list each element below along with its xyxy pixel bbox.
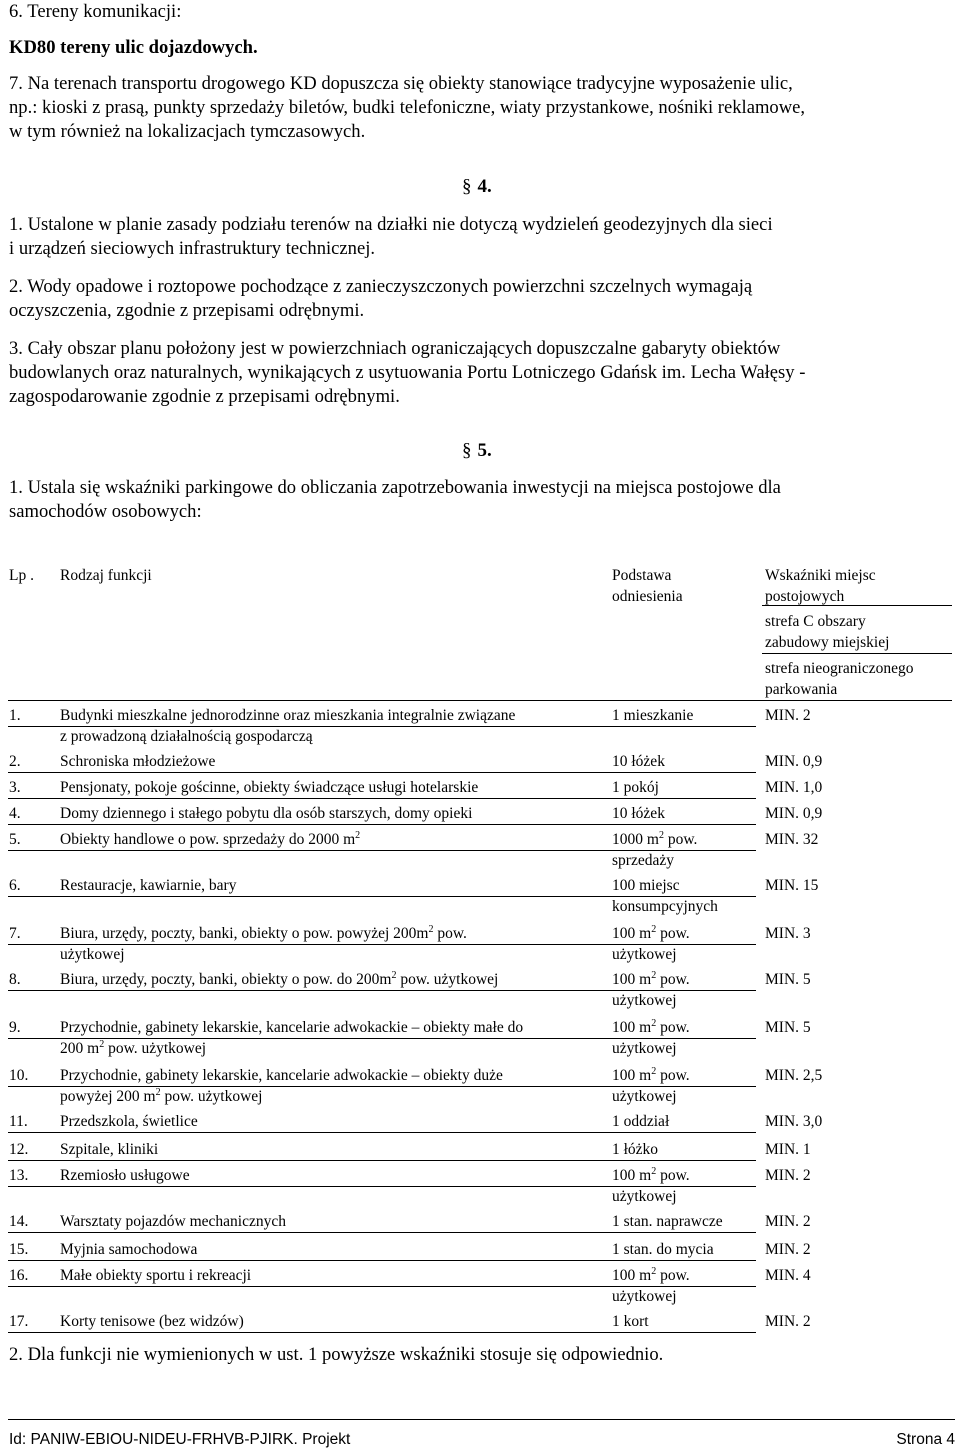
- row-basis: 1 mieszkanie: [612, 707, 694, 724]
- row-indicator-value: MIN. 0,9: [765, 805, 823, 822]
- row-function: Korty tenisowe (bez widzów): [60, 1313, 244, 1330]
- row-basis: 1000 $m^2$ pow.: [612, 830, 698, 848]
- row-indicator-value: MIN. 15: [765, 877, 819, 894]
- row-basis-continued: użytkowej: [612, 1040, 677, 1057]
- row-indicator-value: MIN. 5: [765, 1019, 811, 1036]
- header-basis-line2: odniesienia: [612, 588, 683, 605]
- header-lp: Lp .: [9, 567, 34, 584]
- row-basis-continued: użytkowej: [612, 992, 677, 1009]
- row-number: 17.: [9, 1313, 29, 1330]
- section-number: 5.: [477, 440, 492, 461]
- row-number: 10.: [9, 1067, 29, 1084]
- row-basis-continued: użytkowej: [612, 1288, 677, 1305]
- row-number: 12.: [9, 1141, 29, 1158]
- row-function: Schroniska młodzieżowe: [60, 753, 216, 770]
- s5-p1-line1: 1. Ustala się wskaźniki parkingowe do obliczania zapotrzebowania inwestycji na miejsca postojowe dla: [9, 477, 781, 498]
- header-basis-line1: Podstawa: [612, 567, 672, 584]
- row-function-continued: użytkowej: [60, 946, 125, 963]
- row-indicator-value: MIN. 2: [765, 1167, 811, 1184]
- row-indicator-value: MIN. 2,5: [765, 1067, 823, 1084]
- row-number: 4.: [9, 805, 21, 822]
- row-number: 15.: [9, 1241, 29, 1258]
- row-function: Restauracje, kawiarnie, bary: [60, 877, 237, 894]
- s4-p3-line3: zagospodarowanie zgodnie z przepisami odrębnymi.: [9, 386, 400, 407]
- row-number: 16.: [9, 1267, 29, 1284]
- row-indicator-value: MIN. 2: [765, 707, 811, 724]
- row-function-continued: powyżej 200 $m^2$ pow. użytkowej: [60, 1087, 263, 1105]
- section-4-heading: [462, 176, 492, 198]
- row-basis: 1 stan. naprawcze: [612, 1213, 723, 1230]
- row-indicator-value: MIN. 2: [765, 1213, 811, 1230]
- row-number: 13.: [9, 1167, 29, 1184]
- section-5-heading: [462, 440, 492, 462]
- row-basis-continued: sprzedaży: [612, 852, 674, 869]
- row-indicator-value: MIN. 2: [765, 1313, 811, 1330]
- section-number: 4.: [477, 176, 492, 197]
- s4-p2-line1: 2. Wody opadowe i roztopowe pochodzące z zanieczyszczonych powierzchni szczelnych wymagają: [9, 276, 753, 297]
- row-basis: 100 $m^2$ pow.: [612, 1266, 690, 1284]
- para7-line3: w tym również na lokalizacjach tymczasowych.: [9, 121, 366, 142]
- kd80-heading: KD80 tereny ulic dojazdowych.: [9, 37, 258, 58]
- header-indicators-line2: postojowych: [765, 588, 845, 605]
- row-basis: 100 $m^2$ pow.: [612, 1166, 690, 1184]
- header-zone-unlimited-line2: parkowania: [765, 681, 838, 698]
- section-symbol: §: [462, 176, 472, 197]
- row-function: Szpitale, kliniki: [60, 1141, 159, 1158]
- section-symbol: §: [462, 440, 472, 461]
- row-number: 1.: [9, 707, 21, 724]
- row-basis: 1 stan. do mycia: [612, 1241, 714, 1258]
- header-function: Rodzaj funkcji: [60, 567, 152, 584]
- row-basis: 100 $m^2$ pow.: [612, 1018, 690, 1036]
- row-basis: 1 oddział: [612, 1113, 670, 1130]
- row-function: Przychodnie, gabinety lekarskie, kancelarie adwokackie – obiekty duże: [60, 1067, 503, 1084]
- row-basis: 1 kort: [612, 1313, 649, 1330]
- row-number: 6.: [9, 877, 21, 894]
- row-function: Obiekty handlowe o pow. sprzedaży do 2000 $m^2$: [60, 830, 361, 848]
- header-divider: [762, 653, 952, 654]
- row-function: Przychodnie, gabinety lekarskie, kancelarie adwokackie – obiekty małe do: [60, 1019, 524, 1036]
- row-function: Warsztaty pojazdów mechanicznych: [60, 1213, 286, 1230]
- row-number: 5.: [9, 831, 21, 848]
- row-basis-continued: konsumpcyjnych: [612, 898, 718, 915]
- row-indicator-value: MIN. 32: [765, 831, 819, 848]
- footer-rule: [8, 1419, 955, 1420]
- item-6-heading: 6. Tereny komunikacji:: [9, 1, 182, 22]
- header-indicators-line1: Wskaźniki miejsc: [765, 567, 876, 584]
- row-number: 8.: [9, 971, 21, 988]
- row-function: Małe obiekty sportu i rekreacji: [60, 1267, 252, 1284]
- row-number: 14.: [9, 1213, 29, 1230]
- row-basis-continued: użytkowej: [612, 1088, 677, 1105]
- row-number: 9.: [9, 1019, 21, 1036]
- row-indicator-value: MIN. 1,0: [765, 779, 823, 796]
- footer-page-number: Strona 4: [896, 1431, 955, 1448]
- header-divider: [762, 605, 952, 606]
- row-number: 2.: [9, 753, 21, 770]
- row-function: Przedszkola, świetlice: [60, 1113, 198, 1130]
- row-function: Budynki mieszkalne jednorodzinne oraz mieszkania integralnie związane: [60, 707, 516, 724]
- row-number: 3.: [9, 779, 21, 796]
- row-indicator-value: MIN. 1: [765, 1141, 811, 1158]
- para7-line1: 7. Na terenach transportu drogowego KD dopuszcza się obiekty stanowiące tradycyjne wyposażenie ulic,: [9, 73, 793, 94]
- row-number: 11.: [9, 1113, 28, 1130]
- header-zone-unlimited-line1: strefa nieograniczonego: [765, 660, 914, 677]
- row-function: Biura, urzędy, poczty, banki, obiekty o pow. powyżej $200m^2$ pow.: [60, 924, 467, 942]
- s4-p3-line2: budowlanych oraz naturalnych, wynikających z usytuowania Portu Lotniczego Gdańsk im. Lecha Wałęsy -: [9, 362, 806, 383]
- header-zone-c-line1: strefa C obszary: [765, 613, 866, 630]
- footer-document-id: Id: PANIW-EBIOU-NIDEU-FRHVB-PJIRK. Projekt: [9, 1431, 351, 1448]
- row-basis: 1 łóżko: [612, 1141, 659, 1158]
- s5-p1-line2: samochodów osobowych:: [9, 501, 202, 522]
- row-function: Myjnia samochodowa: [60, 1241, 198, 1258]
- s4-p2-line2: oczyszczenia, zgodnie z przepisami odrębnymi.: [9, 300, 365, 321]
- row-basis-continued: użytkowej: [612, 946, 677, 963]
- row-function: Domy dziennego i stałego pobytu dla osób starszych, domy opieki: [60, 805, 473, 822]
- row-function: Rzemiosło usługowe: [60, 1167, 190, 1184]
- row-basis: 100 $m^2$ pow.: [612, 970, 690, 988]
- row-function: Pensjonaty, pokoje gościnne, obiekty świadczące usługi hotelarskie: [60, 779, 479, 796]
- row-indicator-value: MIN. 4: [765, 1267, 811, 1284]
- row-basis: 10 łóżek: [612, 805, 665, 822]
- row-indicator-value: MIN. 3: [765, 925, 811, 942]
- row-basis: 10 łóżek: [612, 753, 665, 770]
- row-basis: 100 $m^2$ pow.: [612, 1066, 690, 1084]
- s4-p1-line2: i urządzeń sieciowych infrastruktury technicznej.: [9, 238, 376, 259]
- row-basis: 100 $m^2$ pow.: [612, 924, 690, 942]
- s4-p3-line1: 3. Cały obszar planu położony jest w powierzchniach ograniczających dopuszczalne gabaryty obiektów: [9, 338, 781, 359]
- header-zone-c-line2: zabudowy miejskiej: [765, 634, 890, 651]
- row-function: Biura, urzędy, poczty, banki, obiekty o pow. do $200m^2$ pow. użytkowej: [60, 970, 499, 988]
- s4-p1-line1: 1. Ustalone w planie zasady podziału terenów na działki nie dotyczą wydzieleń geodezyjnych dla sieci: [9, 214, 773, 235]
- row-basis-continued: użytkowej: [612, 1188, 677, 1205]
- header-bottom-rule: [8, 700, 952, 701]
- row-basis: 100 miejsc: [612, 877, 680, 894]
- row-indicator-value: MIN. 5: [765, 971, 811, 988]
- row-indicator-value: MIN. 2: [765, 1241, 811, 1258]
- row-function-continued: 200 $m^2$ pow. użytkowej: [60, 1039, 207, 1057]
- para7-line2: np.: kioski z prasą, punkty sprzedaży biletów, budki telefoniczne, wiaty przystankowe, nośniki reklamowe,: [9, 97, 806, 118]
- row-function-continued: z prowadzoną działalnością gospodarczą: [60, 728, 313, 745]
- s5-p2: 2. Dla funkcji nie wymienionych w ust. 1 powyższe wskaźniki stosuje się odpowiednio.: [9, 1344, 664, 1365]
- row-basis: 1 pokój: [612, 779, 659, 796]
- row-indicator-value: MIN. 3,0: [765, 1113, 823, 1130]
- row-number: 7.: [9, 925, 21, 942]
- row-indicator-value: MIN. 0,9: [765, 753, 823, 770]
